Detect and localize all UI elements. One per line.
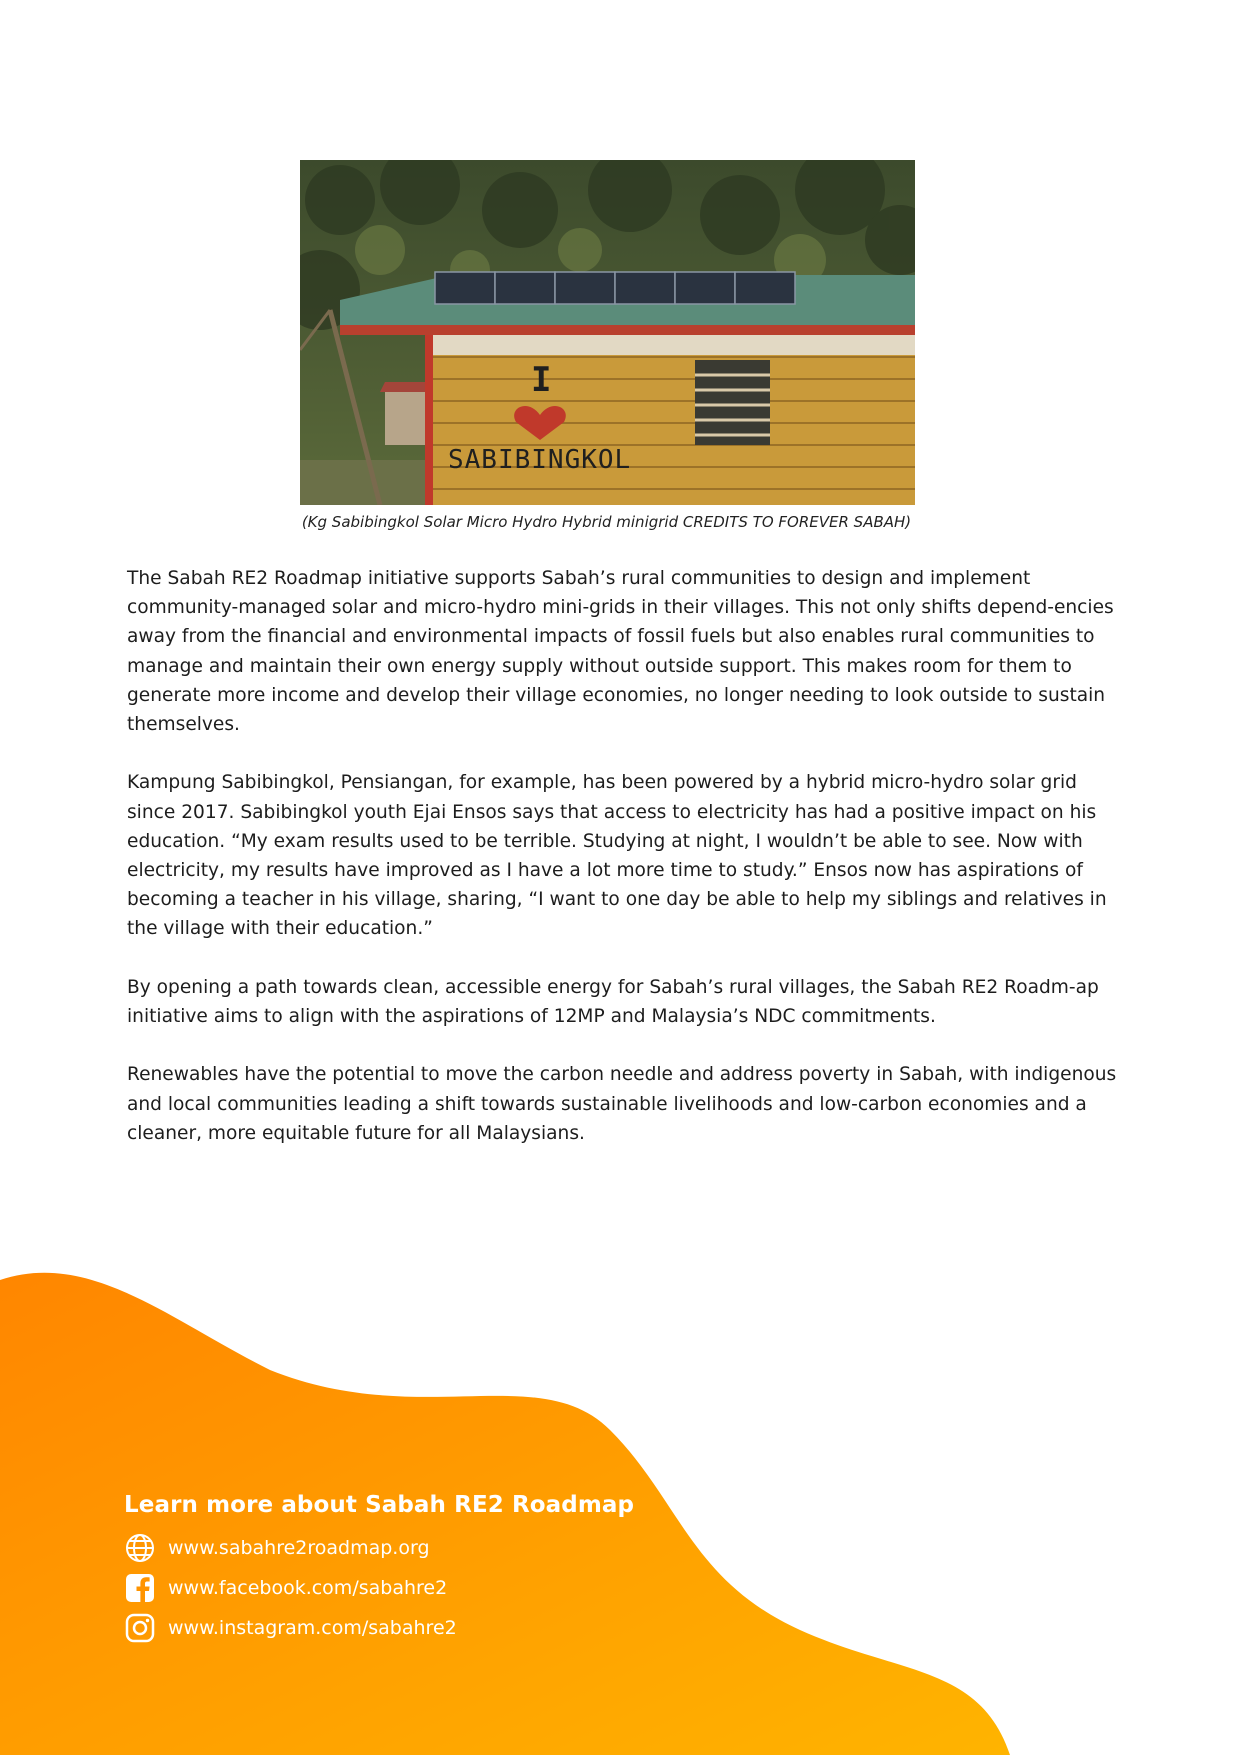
paragraph-intro: The Sabah RE2 Roadmap initiative supports Sabah’s rural communities to design and implement community-managed solar and micro-hydro mini-grids in their villages. This not only shifts depend-encies away from the financial and environmental impacts of fossil fuels but also enables rural communities to manage and maintain their own energy supply without outside support. This makes room for them to generate more income and develop their village economies, no longer needing to look outside to sustain themselves. (127, 568, 1114, 736)
village-photo (300, 160, 915, 505)
facebook-link[interactable]: www.facebook.com/sabahre2 (168, 1577, 448, 1599)
article-body (127, 564, 1117, 1177)
footer-links (124, 1492, 634, 1648)
website-link[interactable]: www.sabahre2roadmap.org (168, 1537, 430, 1559)
website-link-row[interactable] (124, 1528, 634, 1568)
instagram-icon (124, 1612, 156, 1644)
footer-title: Learn more about Sabah RE2 Roadmap (124, 1492, 635, 1518)
sign-village-name: SABIBINGKOL (448, 445, 632, 475)
instagram-link[interactable]: www.instagram.com/sabahre2 (168, 1617, 457, 1639)
paragraph-example: Kampung Sabibingkol, Pensiangan, for example, has been powered by a hybrid micro-hydro solar grid since 2017. Sabibingkol youth Ejai Ensos says that access to electricity has had a positive impact on his education. “My exam results used to be terrible. Studying at night, I wouldn’t be able to see. Now with electricity, my results have improved as I have a lot more time to study.” Ensos now has aspirations of becoming a teacher in his village, sharing, “I want to one day be able to help my siblings and relatives in the village with their education.” (127, 772, 1107, 940)
sign-letter-i: I (531, 360, 552, 400)
instagram-link-row[interactable] (124, 1608, 634, 1648)
facebook-icon (124, 1572, 156, 1604)
globe-icon (124, 1532, 156, 1564)
paragraph-aspirations: By opening a path towards clean, accessible energy for Sabah’s rural villages, the Sabah RE2 Roadm-ap initiative aims to align with the aspirations of 12MP and Malaysia’s NDC commitments. (127, 976, 1099, 1028)
paragraph-conclusion: Renewables have the potential to move the carbon needle and address poverty in Sabah, with indigenous and local communities leading a shift towards sustainable livelihoods and low-carbon economies and a cleaner, more equitable future for all Malaysians. (127, 1064, 1117, 1144)
facebook-link-row[interactable] (124, 1568, 634, 1608)
photo-caption: (Kg Sabibingkol Solar Micro Hydro Hybrid minigrid CREDITS TO FOREVER SABAH) (301, 513, 912, 531)
